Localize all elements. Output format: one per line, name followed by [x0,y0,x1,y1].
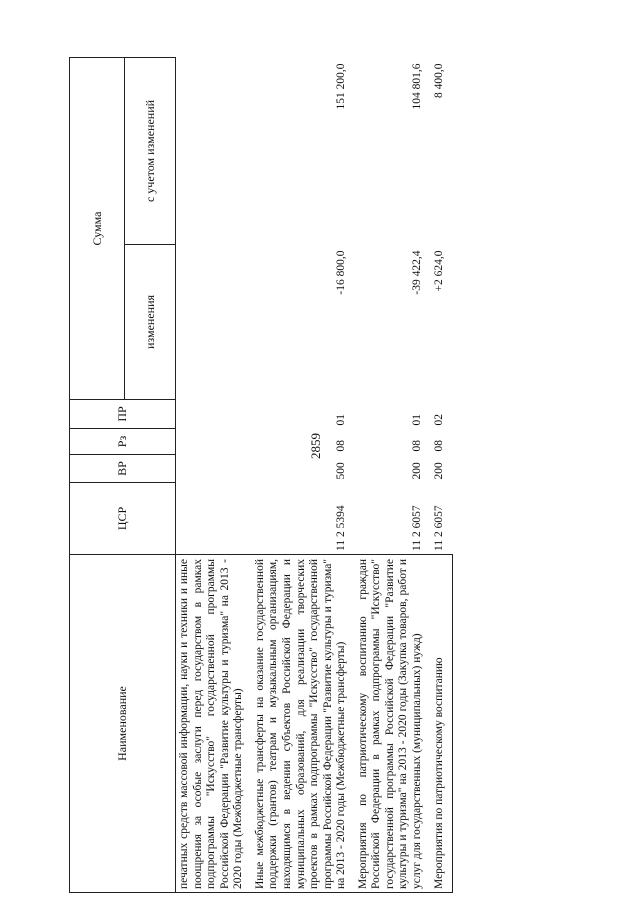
row-rz: 08 [411,440,423,452]
header-vr: ВР [70,455,176,483]
row-with-changes: 8 400,0 [432,63,445,98]
row-csr: 11 2 6057 [432,505,445,551]
row-with-changes: 151 200,0 [335,63,348,110]
row-vr: 200 [432,462,445,480]
row-csr: 11 2 5394 [335,505,348,551]
row-csr: 11 2 6057 [411,505,423,551]
header-sum: Сумма [70,57,125,399]
row-pr: 01 [411,414,423,426]
budget-table [69,57,453,893]
table-row [252,57,355,892]
row-name: Мероприятия по патриотическому воспитанию [431,555,453,893]
page-number: 2859 [308,433,323,459]
row-with-changes: 104 801,6 [411,63,423,110]
header-name: Наименование [70,555,176,893]
row-change [176,245,252,400]
row-rz: 08 [335,440,348,452]
budget-table-page [69,58,599,893]
header-with-changes: с учетом изменений [125,57,176,244]
header-rz: Рз [70,429,176,455]
row-rz: 08 [432,440,445,452]
row-name: Иные межбюджетные трансферты на оказание государственной поддержки (грантов) театрам и музыкальным организациям, находящимся в ведении субъектов Российской Федерации и муниципальных образований, для реализации творческих проектов в рамках подпрограммы "Искусство" государственной программы Российской Федерации "Развитие культуры и туризма" на 2013 - 2020 годы (Межбюджетные трансферты) [252,555,355,893]
row-rz [176,429,252,455]
row-vr: 500 [335,462,348,480]
table-row [431,57,453,892]
header-pr: ПР [70,400,176,429]
row-name: Мероприятия по патриотическому воспитанию граждан Российской Федерации в рамках подпрограммы "Искусство" государственной программы Российской Федерации "Развитие культуры и туризма" на 2013 - 2020 годы (Закупка товаров, работ и услуг для государственных (муниципальных) нужд) [355,555,431,893]
row-csr [176,483,252,555]
row-with-changes [176,57,252,244]
row-change: -16 800,0 [335,250,348,295]
header-csr: ЦСР [70,483,176,555]
row-name: печатных средств массовой информации, науки и техники и иные поощрения за особые заслуги перед государством в рамках подпрограммы "Искусство" государственной программы Российской Федерации "Развитие культуры и туризма" на 2013 - 2020 годы (Межбюджетные трансферты) [176,555,252,893]
header-change: изменения [125,245,176,400]
table-row [176,57,252,892]
table-row [355,57,431,892]
row-change: -39 422,4 [411,250,423,295]
row-vr [176,455,252,483]
row-pr [176,400,252,429]
row-pr: 01 [335,414,348,426]
row-change: +2 624,0 [432,250,445,292]
row-pr: 02 [432,414,445,426]
row-vr: 200 [411,462,423,480]
